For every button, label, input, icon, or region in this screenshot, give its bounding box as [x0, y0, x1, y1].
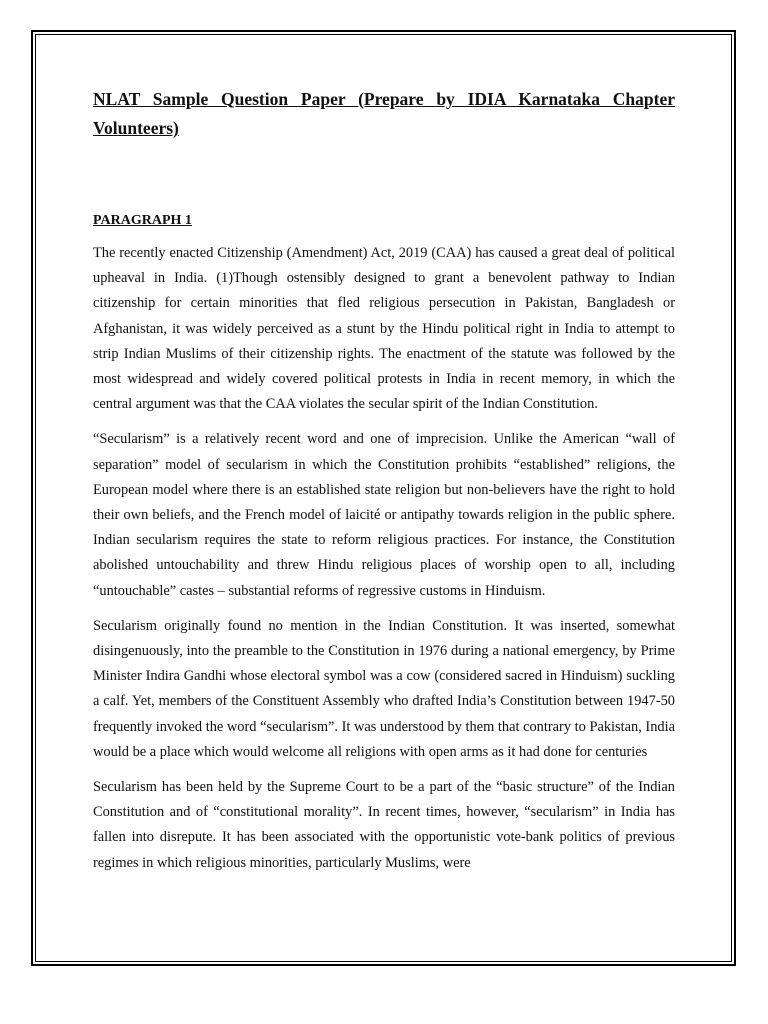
section-heading: PARAGRAPH 1	[93, 213, 192, 228]
paragraph-3: Secularism originally found no mention in the Indian Constitution. It was inserted, somewhat disingenuously, into the preamble to the Constitution in 1976 during a national emergency, by Prime Minister Indira Gandhi whose electoral symbol was a cow (considered sacred in Hinduism) suckling a calf. Yet, members of the Constituent Assembly who drafted India’s Constitution between 1947-50 frequently invoked the word “secularism”. It was understood by them that contrary to Pakistan, India would be a place which would welcome all religions with open arms as it had done for centuries	[93, 617, 675, 760]
paragraph-4: Secularism has been held by the Supreme Court to be a part of the “basic structure” of the Indian Constitution and of “constitutional morality”. In recent times, however, “secularism” in India has fallen into disrepute. It has been associated with the opportunistic vote-bank politics of previous regimes in which religious minorities, particularly Muslims, were	[93, 779, 675, 871]
paragraph-2: “Secularism” is a relatively recent word and one of imprecision. Unlike the American “wall of separation” model of secularism in which the Constitution prohibits “established” religions, the European model where there is an established state religion but non-believers have the right to hold their own beliefs, and the French model of laicité or antipathy towards religion in the public sphere. Indian secularism requires the state to reform religious practices. For instance, the Constitution abolished untouchability and threw Hindu religious places of worship open to all, including “untouchable” castes – substantial reforms of regressive customs in Hinduism.	[93, 431, 675, 599]
document-title	[93, 85, 675, 143]
document-title-line2: Volunteers)	[93, 118, 179, 138]
document-title-line1: NLAT Sample Question Paper (Prepare by IDIA Karnataka Chapter	[93, 89, 675, 109]
document-body	[93, 85, 675, 876]
paragraph-1: The recently enacted Citizenship (Amendment) Act, 2019 (CAA) has caused a great deal of political upheaval in India. (1)Though ostensibly designed to grant a benevolent pathway to Indian citizenship for certain minorities that fled religious persecution in Pakistan, Bangladesh or Afghanistan, it was widely perceived as a stunt by the Hindu political right in India to attempt to strip Indian Muslims of their citizenship rights. The enactment of the statute was followed by the most widespread and widely covered political protests in India in recent memory, in which the central argument was that the CAA violates the secular spirit of the Indian Constitution.	[93, 245, 675, 413]
